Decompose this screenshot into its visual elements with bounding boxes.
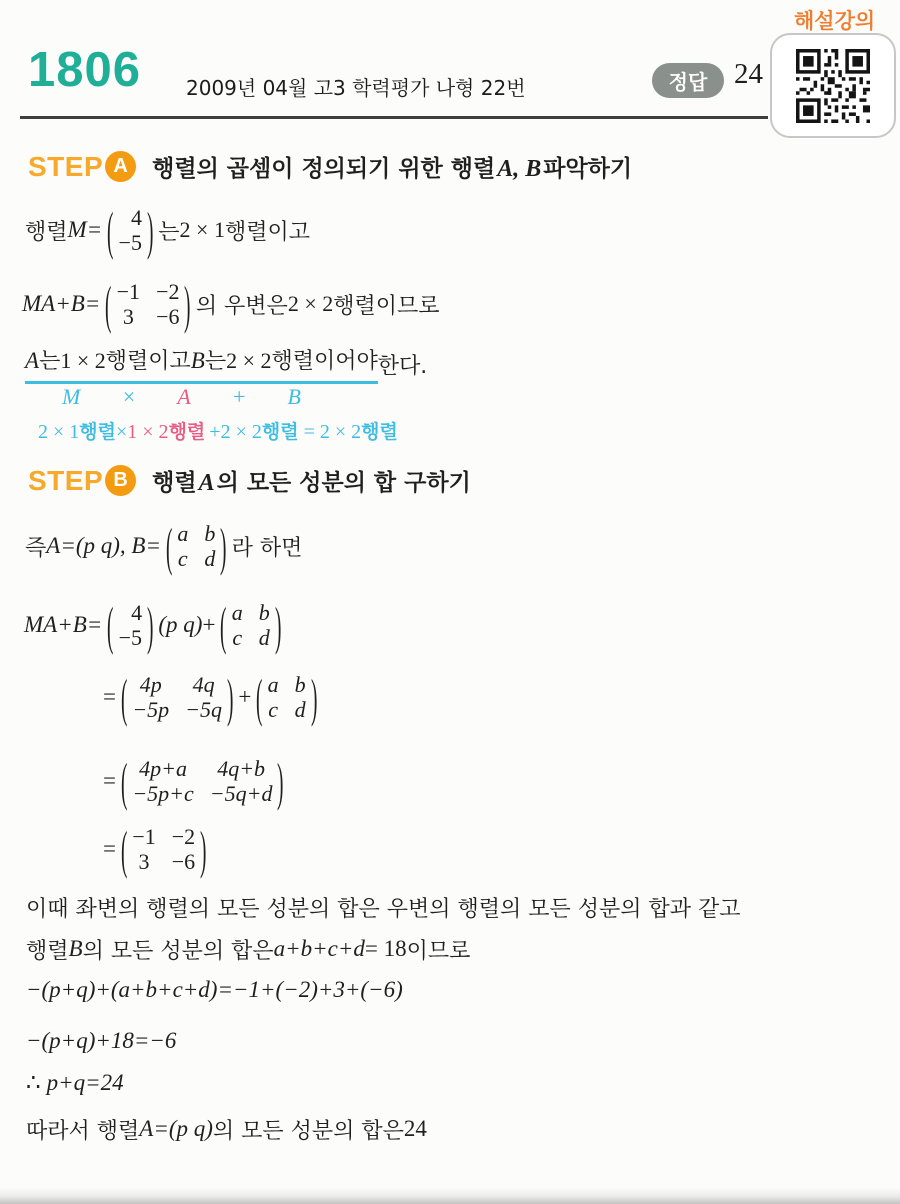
matrix [103,273,193,335]
matrix-cell: 3 [122,304,134,329]
lecture-label: 해설강의 [794,9,876,33]
step-a-title: 행렬의 곱셈이 정의되기 위한 행렬 A, B 파악하기 [152,156,633,182]
cyan-underline: A 는 1 × 2 행렬이고 B 는 2 × 2 행렬이어야 [25,344,378,384]
matrix-cell: c [177,546,188,571]
matrix [105,594,155,656]
paren-left: ( [220,594,227,656]
final-conclusion: 따라서 행렬 A=(p q) 의 모든 성분의 합은 24 [26,1116,427,1144]
matrix-cell: −6 [171,849,196,874]
matrix-cell: −5p [132,697,170,722]
matrix [119,750,286,812]
matrix [164,515,229,577]
matrix-cell: 4q+b [217,755,266,781]
matrix [105,199,155,261]
paren-left: ( [120,750,128,812]
matrix-cell: c [232,625,243,650]
matrix-cell: d [294,697,306,722]
matrix [254,666,319,728]
matrix-cell: b [258,599,270,625]
matrix-cell: 4 [130,204,142,230]
matrix-cell: 4q [192,671,215,697]
derivation-row-2: = ( 4p 4q −5p −5q ) + ( a b c d ) [103,666,318,728]
matrix-cell: 4 [131,599,143,625]
matrix-cell: c [268,697,279,722]
paren-left: ( [105,273,112,335]
step-b-badge-icon: B [105,465,136,496]
paren-left: ( [165,515,173,577]
paren-left: ( [107,199,114,261]
matrix [119,818,209,880]
therefore-symbol: ∴ [26,1070,41,1095]
matrix-cell: −1 [116,278,141,304]
matrix-cell: d [204,546,216,571]
answer-label: 정답 [668,70,708,94]
matrix-cell: b [294,671,306,697]
conclusion-underlined: A 는 1 × 2 행렬이고 B 는 2 × 2 행렬이어야 한다. [25,344,427,384]
matrix-cell: d [258,625,270,650]
step-a-word: STEP [28,150,104,182]
matrix-cell: 4p+a [139,755,187,781]
formula-define-ab: 즉 A=(p q), B= ( a b c d ) 라 하면 [25,515,303,577]
formula-matrix-m: 행렬 M= ( 4 −5 ) 는 2 × 1 행렬이고 [25,199,310,261]
matrix-cell: −5 [118,230,142,255]
matrix-cell: 4p [139,671,162,697]
matrix-cell: −2 [156,278,180,304]
step-b-header [28,464,471,497]
step-b-word: STEP [28,464,104,496]
equation-1: −(p+q)+(a+b+c+d)=−1+(−2)+3+(−6) [26,977,403,1002]
matrix-cell: −1 [132,823,156,849]
paren-right: ) [277,750,284,812]
qr-code-icon [794,49,872,123]
paren-right: ) [274,594,282,656]
matrix-cell: −5p+c [132,781,194,806]
header-divider [20,116,768,119]
answer-badge [652,63,724,98]
matrix-cell: a [231,599,243,625]
matrix-cell: −5q [185,697,223,722]
paren-right: ) [226,666,234,728]
paren-right: ) [146,199,154,261]
answer-value: 24 [734,58,763,90]
step-b-title: 행렬 A 의 모든 성분의 합 구하기 [152,470,471,496]
step-a-header [28,150,632,183]
derivation-row-1: MA+B= ( 4 −5 ) (p q) + ( a b c d ) [24,594,282,656]
problem-source: 2009년 04월 고3 학력평가 나형 22번 [186,76,526,100]
matrix [218,594,283,656]
formula-ma-plus-b: MA+B= ( −1 −2 3 −6 ) 의 우변은 2 × 2 행렬이므로 [22,273,440,335]
paragraph-sum-b: 행렬 B 의 모든 성분의 합은 a+b+c+d = 18 이므로 [26,936,471,964]
equation-therefore: ∴ p+q=24 [26,1070,124,1095]
matrix-cell: −6 [156,304,180,329]
paren-right: ) [147,594,154,656]
matrix-cell: −2 [171,823,196,849]
annotation-dimensions: 2 × 1 행렬 × 1 × 2 행렬 + 2 × 2 행렬 = 2 × 2 행렬 [38,421,398,443]
matrix-cell: 3 [138,849,150,874]
paren-left: ( [120,666,128,728]
annotation-mab: M × A + B [62,384,301,409]
paren-right: ) [220,515,227,577]
matrix-cell: −5 [118,625,143,650]
problem-number: 1806 [28,43,142,97]
qr-code-box [770,33,896,138]
paren-right: ) [310,666,318,728]
paragraph-sum-equality: 이때 좌변의 행렬의 모든 성분의 합은 우변의 행렬의 모든 성분의 합과 같고 [26,897,741,922]
paren-right: ) [184,273,191,335]
paren-left: ( [256,666,263,728]
matrix-cell: b [204,520,216,546]
equation-2: −(p+q)+18=−6 [26,1028,177,1053]
matrix-cell: a [177,520,189,546]
derivation-row-4: = ( −1 −2 3 −6 ) [103,818,207,880]
step-a-badge-icon: A [105,151,136,182]
matrix-cell: a [267,671,279,697]
matrix-cell: −5q+d [209,781,273,806]
paren-right: ) [200,818,207,880]
paren-left: ( [120,818,128,880]
derivation-row-3: = ( 4p+a 4q+b −5p+c −5q+d ) [103,750,284,812]
paren-left: ( [107,594,114,656]
